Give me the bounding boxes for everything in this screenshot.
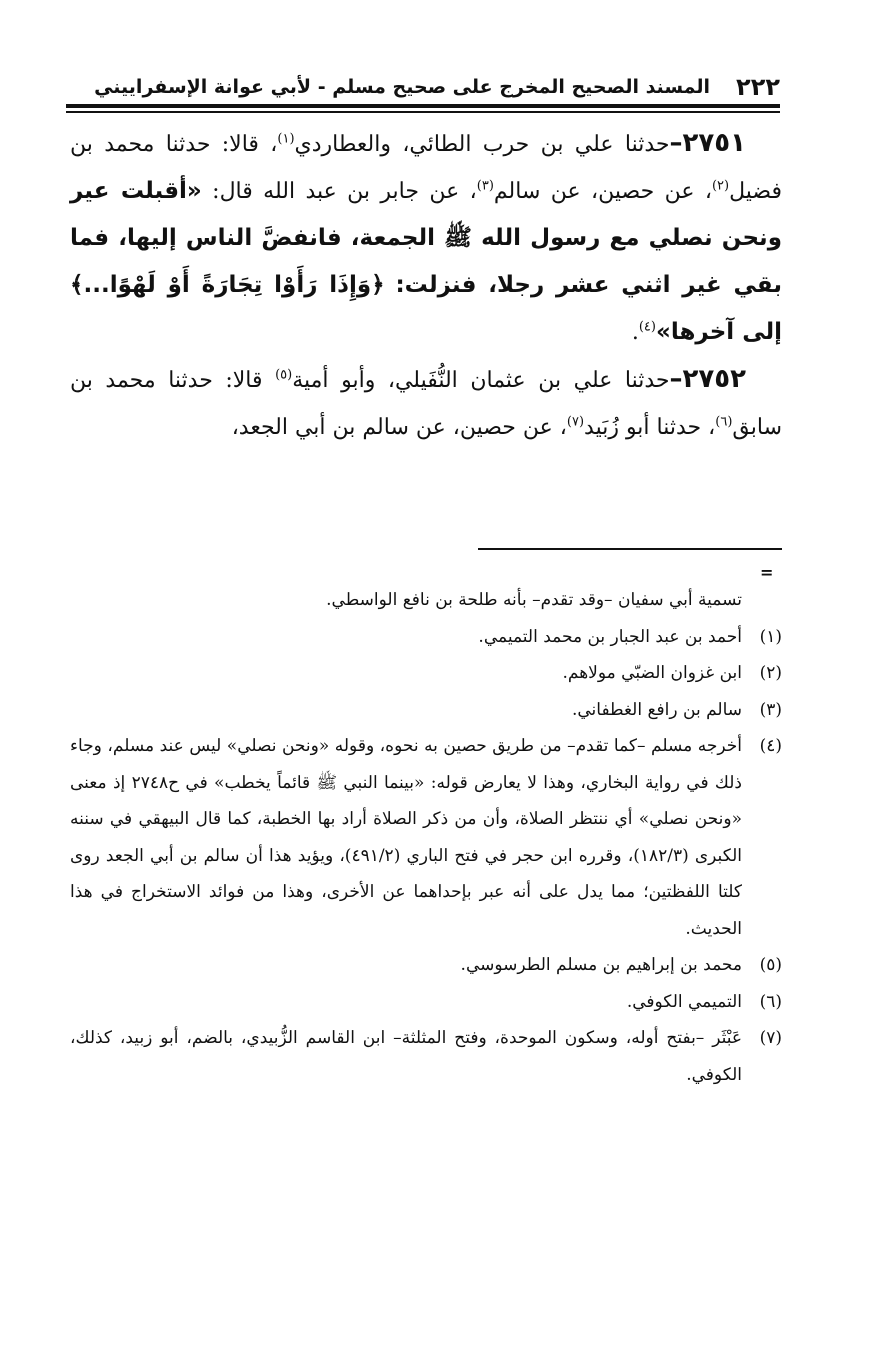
hadith-dash: – bbox=[669, 128, 683, 158]
footnote-number: (١) bbox=[759, 626, 782, 647]
footnote-number: (٥) bbox=[759, 955, 782, 975]
footnote-ref[interactable]: (٣) bbox=[476, 178, 494, 194]
matn-end: إلى آخرها» bbox=[655, 319, 782, 345]
footnote-1 bbox=[70, 619, 782, 656]
footnote-separator bbox=[478, 548, 782, 550]
hadith-number: ٢٧٥٢ bbox=[682, 364, 747, 394]
footnote-continuation-mark: = bbox=[760, 563, 774, 582]
footnote-ref[interactable]: (٢) bbox=[711, 178, 730, 194]
isnad-text: ، عن حصين، عن سالم bbox=[493, 179, 712, 204]
end-punct: . bbox=[631, 320, 639, 345]
isnad-text: حدثنا علي بن حرب الطائي، والعطاردي bbox=[294, 132, 670, 157]
main-text bbox=[70, 120, 782, 451]
footnote-number: (٢) bbox=[759, 663, 782, 683]
footnote-3 bbox=[70, 692, 782, 729]
footnote-number: (٣) bbox=[759, 699, 782, 720]
footnote-ref[interactable]: (٧) bbox=[566, 414, 585, 430]
isnad-text: ، حدثنا أبو زُبَيد bbox=[584, 415, 716, 440]
hadith-number: ٢٧٥١ bbox=[682, 128, 746, 158]
isnad-text: قالا: حدثنا محمد بن سابق bbox=[70, 368, 782, 440]
footnote-ref[interactable]: (٤) bbox=[638, 319, 656, 335]
footnote-text: سالم بن رافع الغطفاني. bbox=[571, 699, 742, 720]
footnote-2 bbox=[70, 655, 782, 692]
footnote-number: (٦) bbox=[759, 991, 782, 1012]
running-header bbox=[66, 66, 780, 102]
footnote-text: عَبْثَر –بفتح أوله، وسكون الموحدة، وفتح المثلثة– ابن القاسم الزُّبيدي، بالضم، أبو زبيد، كذلك، الكوفي. bbox=[70, 1028, 742, 1085]
isnad-text: ، قالا: حدثنا محمد بن فضيل bbox=[70, 132, 783, 204]
header-rule-thin bbox=[66, 111, 780, 113]
page-number: ٢٢٢ bbox=[736, 73, 780, 101]
header-rule-thick bbox=[66, 104, 780, 108]
footnote-number: (٤) bbox=[759, 736, 782, 756]
footnote-text: أخرجه مسلم –كما تقدم– من طريق حصين به نحوه، وقوله «ونحن نصلي» ليس عند مسلم، وجاء ذلك في رواية البخاري، وهذا لا يعارض قوله: «بينما النبي ﷺ قائماً يخطب» في ح٢٧٤٨ إذ معنى «ونحن نصلي» أي ننتظر الصلاة، وأن من ذكر الصلاة أراد بها الخطبة، كما قال البيهقي في سننه الكبرى (١٨٢/٣)، وقرره ابن حجر في فتح الباري (٤٩١/٢)، ويؤيد هذا أن سالم بن أبي الجعد روى كلتا اللفظتين؛ مما يدل على أنه عبر بإحداهما عن الأخرى، وهذا من فوائد الاستخراج في هذا الحديث. bbox=[70, 736, 742, 939]
footnote-carryover: تسمية أبي سفيان –وقد تقدم– بأنه طلحة بن نافع الواسطي. bbox=[326, 590, 742, 610]
isnad-text: حدثنا علي بن عثمان النُّفَيلي، وأبو أمية bbox=[292, 368, 670, 393]
running-title: المسند الصحيح المخرج على صحيح مسلم - لأبي عوانة الإسفراييني bbox=[94, 76, 711, 98]
footnote-7 bbox=[70, 1020, 782, 1093]
footnote-text: ابن غزوان الضبّي مولاهم. bbox=[562, 663, 742, 683]
footnote-text: أحمد بن عبد الجبار بن محمد التميمي. bbox=[478, 626, 742, 647]
hadith-dash: – bbox=[669, 364, 683, 394]
footnote-4 bbox=[70, 728, 782, 947]
hadith-2752 bbox=[70, 356, 782, 451]
isnad-text: ، عن حصين، عن سالم بن أبي الجعد، bbox=[231, 415, 567, 440]
footnotes bbox=[70, 582, 782, 1093]
footnote-text: محمد بن إبراهيم بن مسلم الطرسوسي. bbox=[460, 955, 742, 975]
footnote-ref[interactable]: (٥) bbox=[275, 367, 293, 383]
isnad-text: ، عن جابر بن عبد الله قال: bbox=[212, 179, 477, 204]
footnote-ref[interactable]: (١) bbox=[277, 131, 295, 147]
quran-verse: ﴿وَإِذَا رَأَوْا تِجَارَةً أَوْ لَهْوًا...﴾ bbox=[70, 272, 385, 298]
footnote-6 bbox=[70, 984, 782, 1021]
footnote-text: التميمي الكوفي. bbox=[626, 991, 742, 1012]
footnote-5 bbox=[70, 947, 782, 984]
footnote-ref[interactable]: (٦) bbox=[715, 414, 733, 430]
hadith-2751 bbox=[70, 120, 782, 356]
matn-text: «أقبلت عير ونحن نصلي مع رسول الله ﷺ الجمعة، فانفضَّ الناس إليها، فما بقي غير اثني عشر رجلا، فنزلت: bbox=[70, 178, 782, 298]
footnote-number: (٧) bbox=[759, 1028, 782, 1048]
